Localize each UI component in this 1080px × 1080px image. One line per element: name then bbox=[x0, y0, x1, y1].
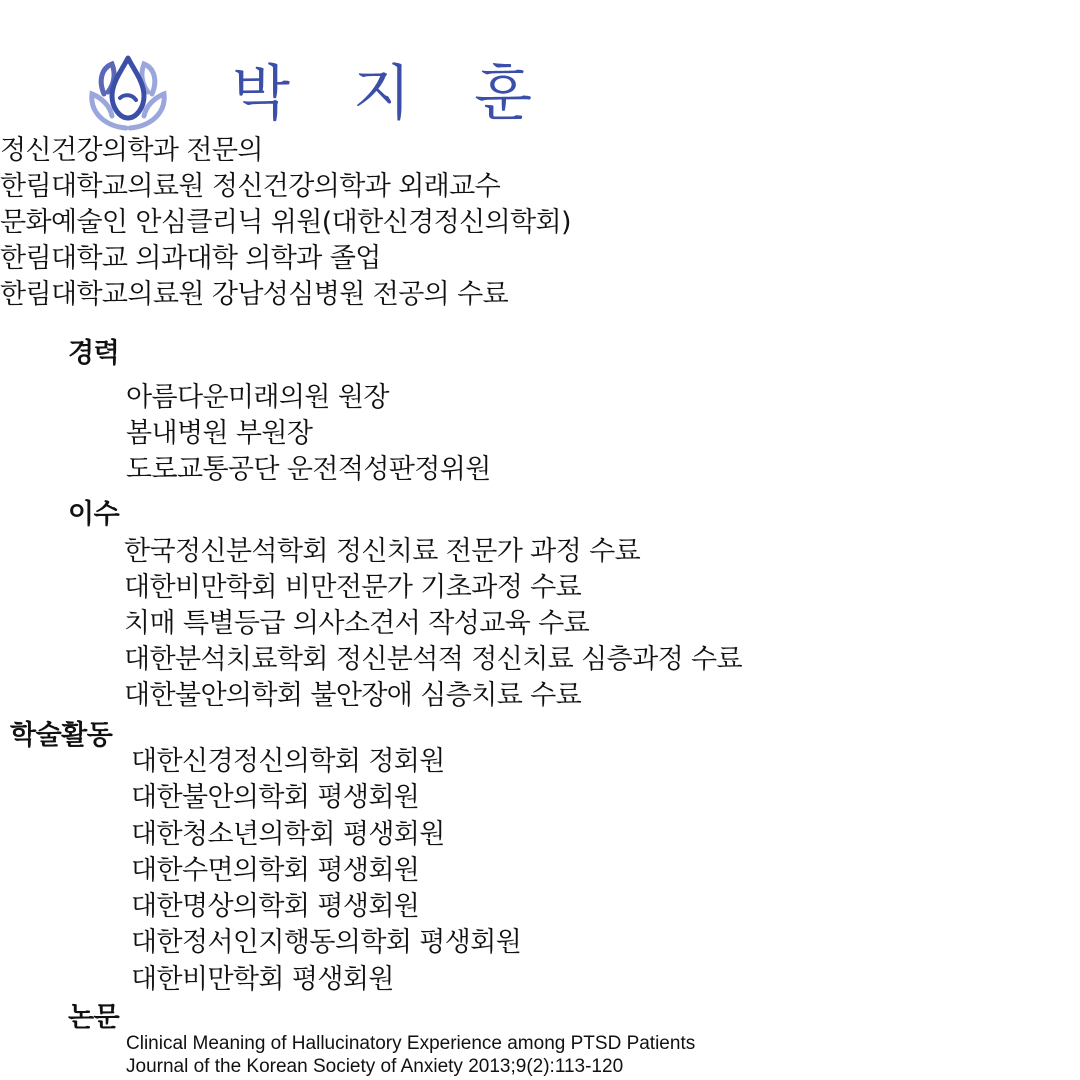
doctor-name: 박 지 훈 bbox=[232, 59, 555, 129]
career-item: 아름다운미래의원 원장 bbox=[126, 382, 389, 413]
training-heading: 이수 bbox=[68, 499, 120, 530]
academic-list bbox=[131, 744, 521, 998]
training-list bbox=[124, 534, 742, 714]
career-heading: 경력 bbox=[68, 338, 120, 369]
academic-heading: 학술활동 bbox=[10, 720, 113, 751]
intro-list bbox=[0, 133, 571, 313]
career-item: 도로교통공단 운전적성판정위원 bbox=[126, 454, 491, 485]
academic-item: 대한정서인지행동의학회 평생회원 bbox=[131, 927, 522, 959]
academic-item: 대한비만학회 평생회원 bbox=[131, 963, 394, 995]
training-item: 한국정신분석학회 정신치료 전문가 과정 수료 bbox=[124, 536, 641, 567]
paper-title: Clinical Meaning of Hallucinatory Experience among PTSD Patients bbox=[126, 1033, 696, 1054]
training-item: 대한분석치료학회 정신분석적 정신치료 심층과정 수료 bbox=[124, 644, 743, 675]
training-item: 대한비만학회 비만전문가 기초과정 수료 bbox=[124, 572, 582, 603]
paper-entry bbox=[126, 1032, 695, 1078]
papers-heading: 논문 bbox=[68, 1002, 120, 1033]
academic-item: 대한청소년의학회 평생회원 bbox=[131, 818, 445, 850]
intro-item: 한림대학교 의과대학 의학과 졸업 bbox=[0, 243, 381, 274]
intro-item: 문화예술인 안심클리닉 위원(대한신경정신의학회) bbox=[0, 207, 571, 238]
training-item: 치매 특별등급 의사소견서 작성교육 수료 bbox=[124, 608, 590, 639]
academic-item: 대한신경정신의학회 정회원 bbox=[131, 746, 445, 777]
training-item: 대한불안의학회 불안장애 심층치료 수료 bbox=[124, 680, 582, 711]
academic-item: 대한명상의학회 평생회원 bbox=[131, 891, 420, 923]
academic-item: 대한불안의학회 평생회원 bbox=[131, 782, 420, 814]
lotus-drop-logo bbox=[86, 54, 170, 134]
intro-item: 한림대학교의료원 정신건강의학과 외래교수 bbox=[0, 171, 501, 202]
intro-item: 한림대학교의료원 강남성심병원 전공의 수료 bbox=[0, 279, 509, 310]
career-item: 봄내병원 부원장 bbox=[126, 418, 313, 449]
career-list bbox=[126, 380, 491, 488]
paper-journal: Journal of the Korean Society of Anxiety 2013;9(2):113-120 bbox=[126, 1056, 624, 1077]
academic-item: 대한수면의학회 평생회원 bbox=[131, 854, 420, 886]
intro-item: 정신건강의학과 전문의 bbox=[0, 135, 263, 166]
